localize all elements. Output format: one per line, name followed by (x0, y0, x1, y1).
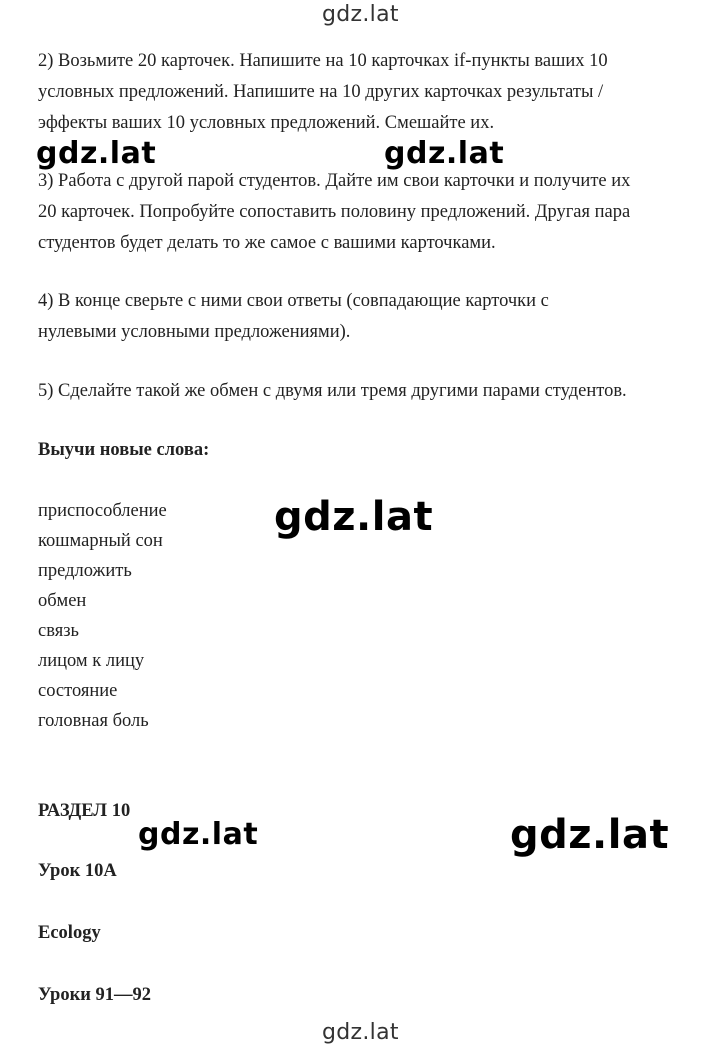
paragraph-line: 3) Работа с другой парой студентов. Дайте им свои карточки и получите их (38, 171, 631, 191)
vocab-word: головная боль (38, 711, 149, 731)
paragraph-step-4 (38, 286, 698, 348)
paragraph-step-2 (38, 46, 698, 139)
vocab-list (38, 496, 167, 736)
vocab-word: состояние (38, 681, 118, 701)
watermark-top: gdz.lat (322, 2, 399, 27)
vocab-word: приспособление (38, 501, 167, 521)
watermark-section-left: gdz.lat (138, 817, 259, 852)
paragraph-line: 20 карточек. Попробуйте сопоставить половину предложений. Другая пара (38, 202, 631, 222)
lessons-heading: Уроки 91—92 (38, 985, 152, 1005)
watermark-vocab: gdz.lat (274, 494, 434, 540)
topic-heading: Ecology (38, 923, 101, 943)
paragraph-step-5 (38, 376, 698, 407)
watermark-bottom: gdz.lat (322, 1020, 399, 1045)
paragraph-step-3 (38, 166, 698, 259)
paragraph-line: 5) Сделайте такой же обмен с двумя или тремя другими парами студентов. (38, 381, 627, 401)
vocab-word: предложить (38, 561, 132, 581)
vocab-heading: Выучи новые слова: (38, 440, 210, 460)
paragraph-line: 2) Возьмите 20 карточек. Напишите на 10 карточках if-пункты ваших 10 (38, 51, 608, 71)
vocab-word: кошмарный сон (38, 531, 163, 551)
watermark-left: gdz.lat (36, 136, 157, 171)
section-heading: РАЗДЕЛ 10 (38, 801, 131, 821)
paragraph-line: эффекты ваших 10 условных предложений. Смешайте их. (38, 113, 495, 133)
vocab-word: лицом к лицу (38, 651, 145, 671)
vocab-word: связь (38, 621, 79, 641)
paragraph-line: нулевыми условными предложениями). (38, 322, 351, 342)
watermark-section-right: gdz.lat (510, 812, 670, 858)
lesson-heading: Урок 10А (38, 861, 117, 881)
watermark-center: gdz.lat (384, 136, 505, 171)
paragraph-line: условных предложений. Напишите на 10 других карточках результаты / (38, 82, 604, 102)
paragraph-line: 4) В конце сверьте с ними свои ответы (совпадающие карточки с (38, 291, 549, 311)
paragraph-line: студентов будет делать то же самое с вашими карточками. (38, 233, 496, 253)
vocab-word: обмен (38, 591, 87, 611)
